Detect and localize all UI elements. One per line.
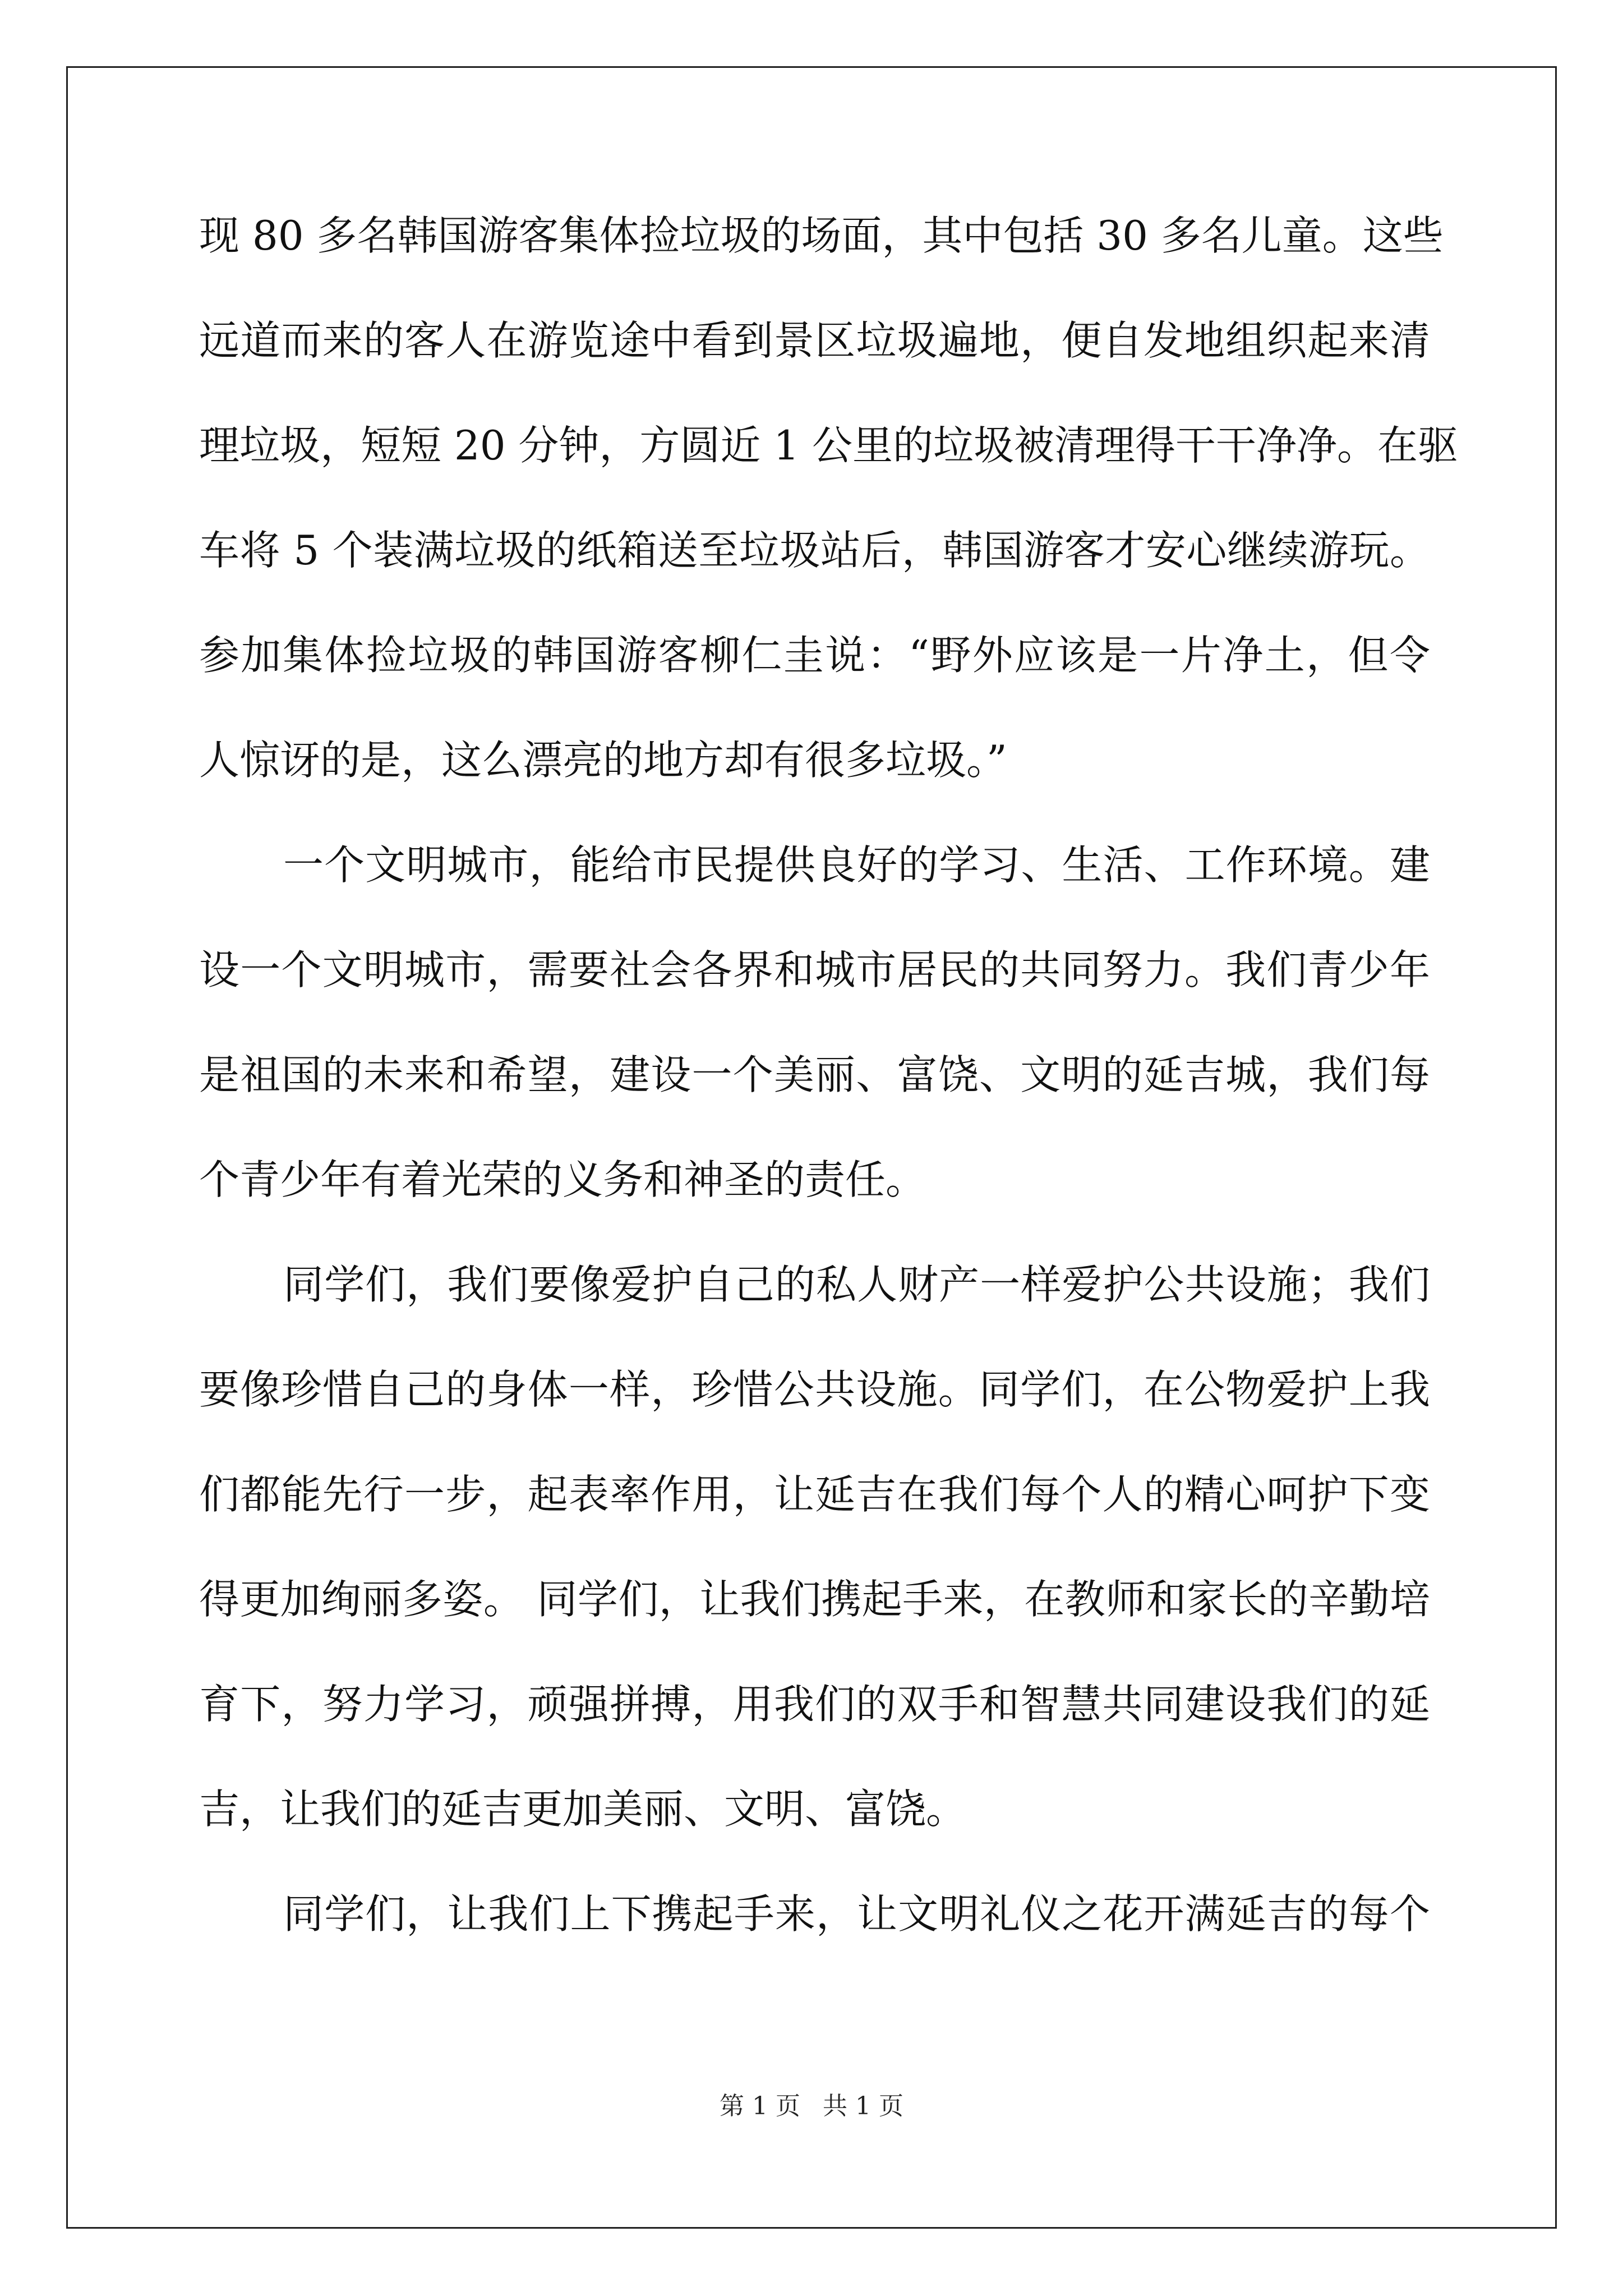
text-line: 车将 5 个装满垃圾的纸箱送至垃圾站后，韩国游客才安心继续游玩。: [199, 527, 1430, 574]
text-line: 是祖国的未来和希望，建设一个美丽、富饶、文明的延吉城，我们每: [199, 1051, 1430, 1098]
text-line: 现 80 多名韩国游客集体捡垃圾的场面，其中包括 30 多名儿童。这些: [199, 212, 1444, 259]
text-line: 育下，努力学习，顽强拼搏，用我们的双手和智慧共同建设我们的延: [199, 1681, 1430, 1728]
text-line: 同学们，我们要像爱护自己的私人财产一样爱护公共设施；我们: [283, 1261, 1430, 1308]
text-line: 人惊讶的是，这么漂亮的地方却有很多垃圾。”: [199, 737, 1007, 784]
text-line: 设一个文明城市，需要社会各界和城市居民的共同努力。我们青少年: [199, 946, 1430, 993]
text-line: 参加集体捡垃圾的韩国游客柳仁圭说：“野外应该是一片净土，但令: [199, 632, 1430, 679]
page-footer: [0, 2090, 1623, 2123]
text-line: 吉，让我们的延吉更加美丽、文明、富饶。: [199, 1786, 967, 1833]
text-line: 同学们，让我们上下携起手来，让文明礼仪之花开满延吉的每个: [283, 1890, 1430, 1938]
text-line: 个青少年有着光荣的义务和神圣的责任。: [199, 1156, 926, 1203]
text-line: 们都能先行一步，起表率作用，让延吉在我们每个人的精心呵护下变: [199, 1471, 1430, 1518]
page-total: 共 1 页: [823, 2092, 903, 2120]
text-line: 远道而来的客人在游览途中看到景区垃圾遍地，便自发地组织起来清: [199, 317, 1430, 364]
text-line: 得更加绚丽多姿。 同学们，让我们携起手来，在教师和家长的辛勤培: [199, 1576, 1430, 1623]
page-number: 第 1 页: [720, 2092, 800, 2120]
text-line: 一个文明城市，能给市民提供良好的学习、生活、工作环境。建: [283, 841, 1430, 889]
text-line: 理垃圾，短短 20 分钟，方圆近 1 公里的垃圾被清理得干干净净。在驱: [199, 422, 1458, 469]
text-line: 要像珍惜自己的身体一样，珍惜公共设施。同学们，在公物爱护上我: [199, 1366, 1430, 1413]
